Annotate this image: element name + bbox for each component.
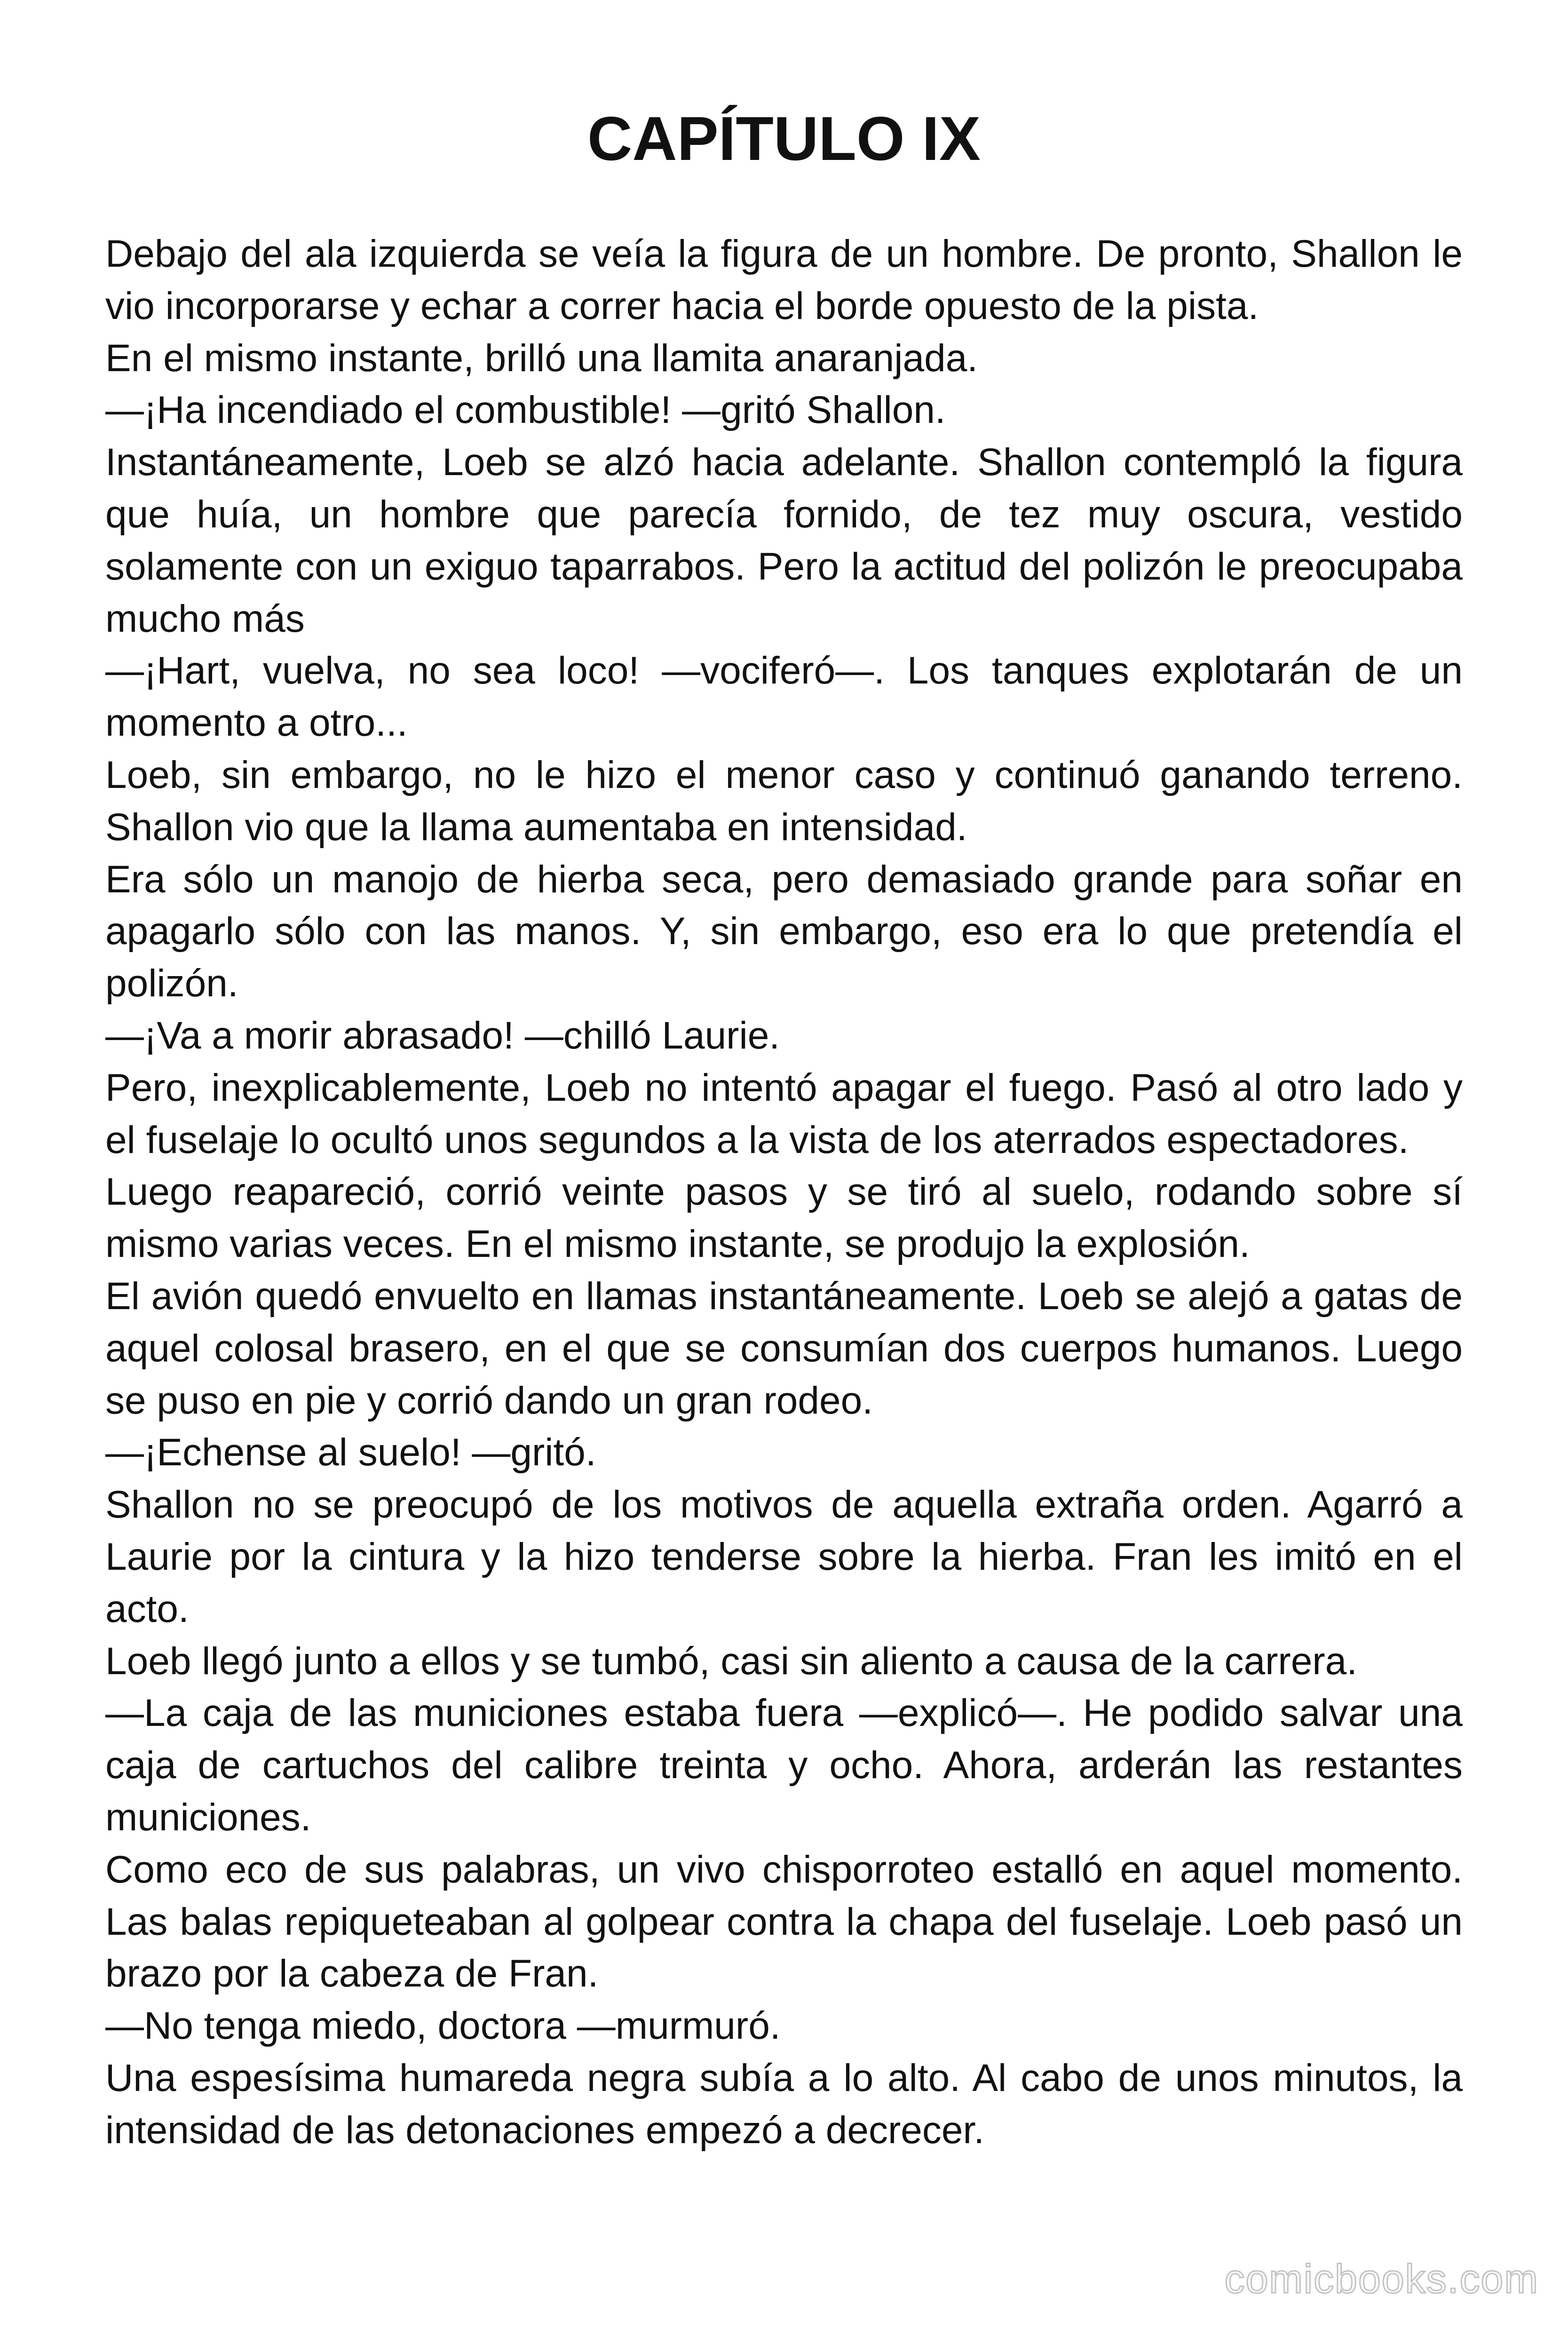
paragraph: —¡Ha incendiado el combustible! —gritó Shallon.: [105, 389, 946, 432]
paragraph: Instantáneamente, Loeb se alzó hacia adelante. Shallon contempló la figura que huía, un hombre que parecía fornido, de tez muy oscura, vestido solamente con un exiguo taparrabos. Pero la actitud del polizón le preocupaba mucho más: [105, 441, 1463, 640]
paragraph: Loeb llegó junto a ellos y se tumbó, casi sin aliento a causa de la carrera.: [105, 1639, 1357, 1683]
paragraph: Debajo del ala izquierda se veía la figura de un hombre. De pronto, Shallon le vio incorporarse y echar a correr hacia el borde opuesto de la pista.: [105, 232, 1463, 327]
watermark: comicbooks.com: [1224, 2257, 1539, 2302]
paragraph: Como eco de sus palabras, un vivo chisporroteo estalló en aquel momento. Las balas repiqueteaban al golpear contra la chapa del fuselaje. Loeb pasó un brazo por la cabeza de Fran.: [105, 1848, 1463, 1995]
paragraph: —No tenga miedo, doctora —murmuró.: [105, 2004, 781, 2048]
paragraph: —La caja de las municiones estaba fuera —explicó—. He podido salvar una caja de cartuchos del calibre treinta y ocho. Ahora, arderán las restantes municiones.: [105, 1692, 1463, 1839]
paragraph: Pero, inexplicablemente, Loeb no intentó apagar el fuego. Pasó al otro lado y el fuselaje lo ocultó unos segundos a la vista de los aterrados espectadores.: [105, 1066, 1463, 1161]
paragraph: El avión quedó envuelto en llamas instantáneamente. Loeb se alejó a gatas de aquel colosal brasero, en el que se consumían dos cuerpos humanos. Luego se puso en pie y corrió dando un gran rodeo.: [105, 1274, 1463, 1422]
paragraph: Shallon no se preocupó de los motivos de aquella extraña orden. Agarró a Laurie por la cintura y la hizo tenderse sobre la hierba. Fran les imitó en el acto.: [105, 1483, 1463, 1630]
paragraph: —¡Va a morir abrasado! —chilló Laurie.: [105, 1014, 780, 1057]
paragraph: —¡Echense al suelo! —gritó.: [105, 1431, 596, 1474]
paragraph: Luego reapareció, corrió veinte pasos y se tiró al suelo, rodando sobre sí mismo varias veces. En el mismo instante, se produjo la explosión.: [105, 1170, 1463, 1266]
chapter-body: [105, 228, 1463, 2156]
paragraph: —¡Hart, vuelva, no sea loco! —vociferó—. Los tanques explotarán de un momento a otro...: [105, 649, 1463, 745]
paragraph: Loeb, sin embargo, no le hizo el menor caso y continuó ganando terreno. Shallon vio que la llama aumentaba en intensidad.: [105, 753, 1463, 849]
paragraph: Era sólo un manojo de hierba seca, pero demasiado grande para soñar en apagarlo sólo con las manos. Y, sin embargo, eso era lo que pretendía el polizón.: [105, 858, 1463, 1005]
paragraph: En el mismo instante, brilló una llamita anaranjada.: [105, 336, 978, 380]
paragraph: Una espesísima humareda negra subía a lo alto. Al cabo de unos minutos, la intensidad de las detonaciones empezó a decrecer.: [105, 2056, 1463, 2152]
chapter-title: CAPÍTULO IX: [587, 104, 981, 173]
